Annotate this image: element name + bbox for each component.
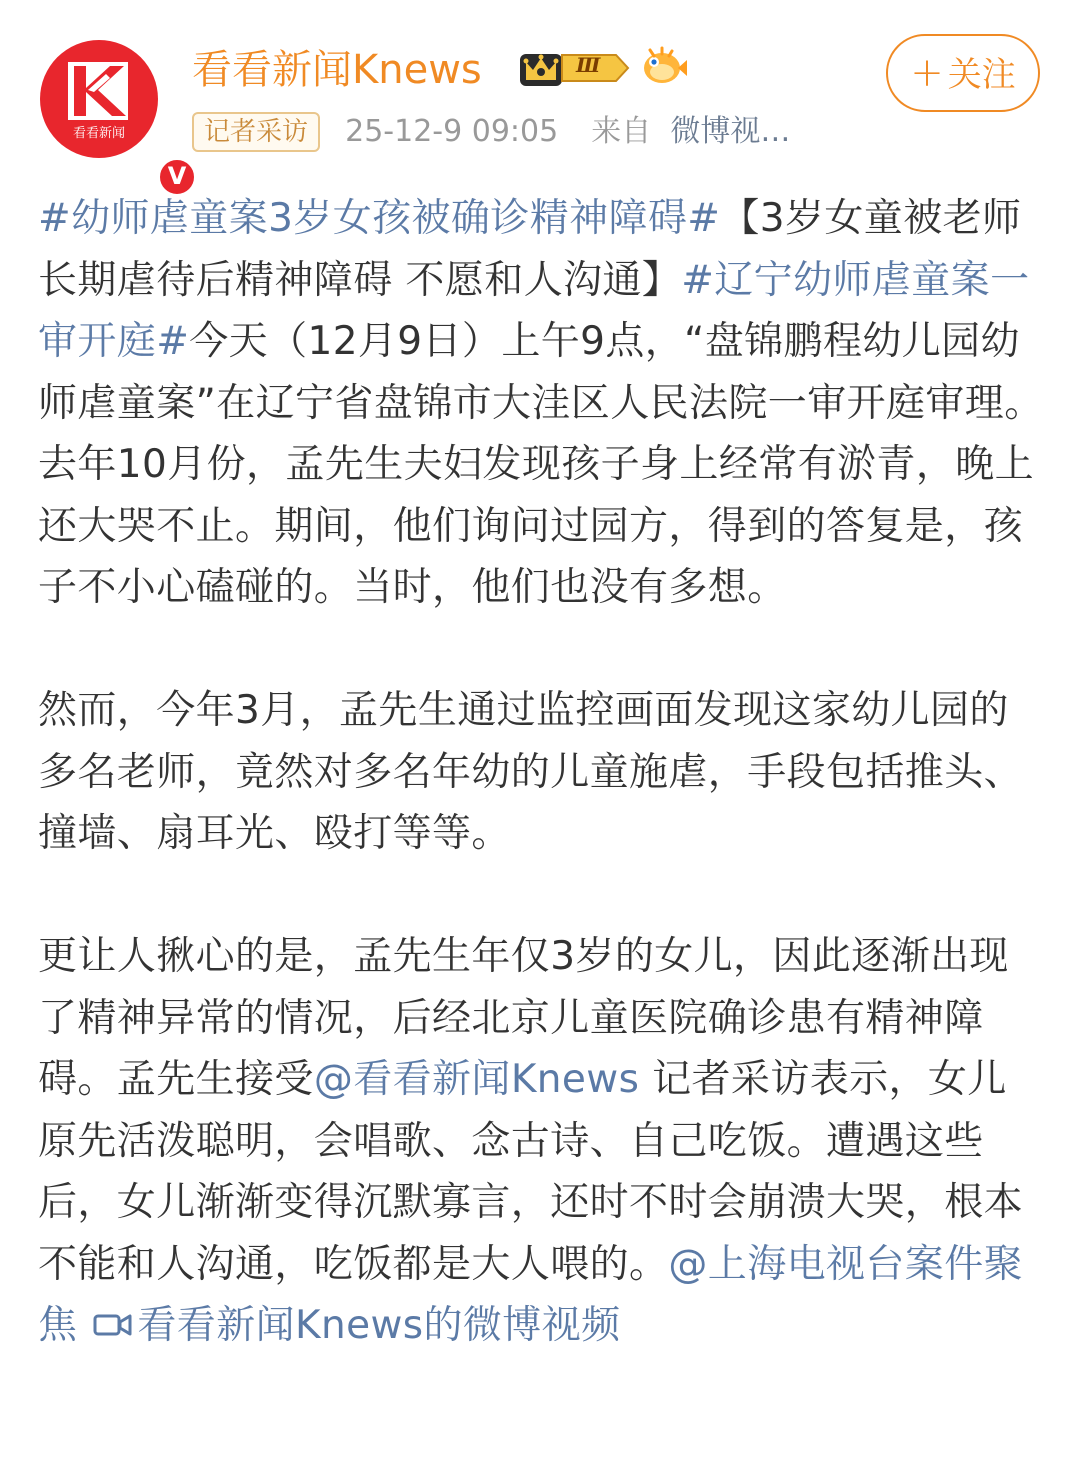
post-body (38, 188, 1046, 1357)
paragraph-text: 记者采访表示，女儿原先活泼聪明，会唱歌、念古诗、自己吃饭。遭遇这些后，女儿渐渐变得沉默寡言，还时不时会崩溃大哭，根本不能和人沟通，吃饭都是大人喂的。 (38, 1057, 1024, 1287)
topic-link[interactable]: #辽宁幼师虐童案一审开庭# (38, 257, 1030, 364)
paragraph-gap (38, 865, 1046, 927)
topic-link[interactable]: #幼师虐童案3岁女孩被确诊精神障碍# (38, 196, 721, 241)
avatar-caption: 看看新闻 (72, 126, 125, 141)
video-link[interactable]: 看看新闻Knews的微博视频 (137, 1303, 621, 1348)
reporter-tag[interactable]: 记者采访 (192, 112, 320, 152)
mention-link[interactable]: @看看新闻Knews (313, 1057, 640, 1102)
mention-link[interactable]: @上海电视台案件聚焦 (38, 1241, 1024, 1348)
plus-icon: + (910, 50, 944, 96)
follow-button[interactable] (886, 34, 1040, 112)
post-header (0, 0, 1080, 190)
paragraph-text: 【3岁女童被老师长期虐待后精神障碍 不愿和人沟通】 (38, 196, 1022, 303)
follow-label: 关注 (947, 55, 1016, 95)
avatar[interactable] (40, 40, 187, 190)
post-meta (192, 112, 790, 156)
account-name[interactable]: 看看新闻Knews (192, 47, 482, 93)
pufferfish-icon (640, 44, 688, 88)
video-camera-icon (93, 1310, 133, 1340)
paragraph-1 (38, 188, 1046, 619)
paragraph-3 (38, 926, 1046, 1357)
post-source[interactable]: 微博视… (670, 114, 791, 149)
paragraph-text: 今天（12月9日）上午9点，“盘锦鹏程幼儿园幼师虐童案”在辽宁省盘锦市大洼区人民法院一审开庭审理。去年10月份，孟先生夫妇发现孩子身上经常有淤青，晚上还大哭不止。期间，他们询问过园方，得到的答复是，孩子不小心磕碰的。当时，他们也没有多想。 (38, 319, 1044, 610)
verified-v-icon: V (156, 156, 198, 198)
paragraph-2: 然而，今年3月，孟先生通过监控画面发现这家幼儿园的多名老师，竟然对多名年幼的儿童施虐，手段包括推头、撞墙、扇耳光、殴打等等。 (38, 688, 1024, 856)
paragraph-text: 更让人揪心的是，孟先生年仅3岁的女儿，因此逐渐出现了精神异常的情况，后经北京儿童医院确诊患有精神障碍。孟先生接受 (38, 934, 1009, 1102)
from-label: 来自 (591, 114, 652, 149)
crown-icon (518, 46, 564, 90)
paragraph-gap (38, 619, 1046, 681)
level-label: Ⅲ (576, 53, 601, 77)
post-time: 25-12-9 09:05 (345, 114, 559, 149)
avatar-image (40, 40, 158, 158)
